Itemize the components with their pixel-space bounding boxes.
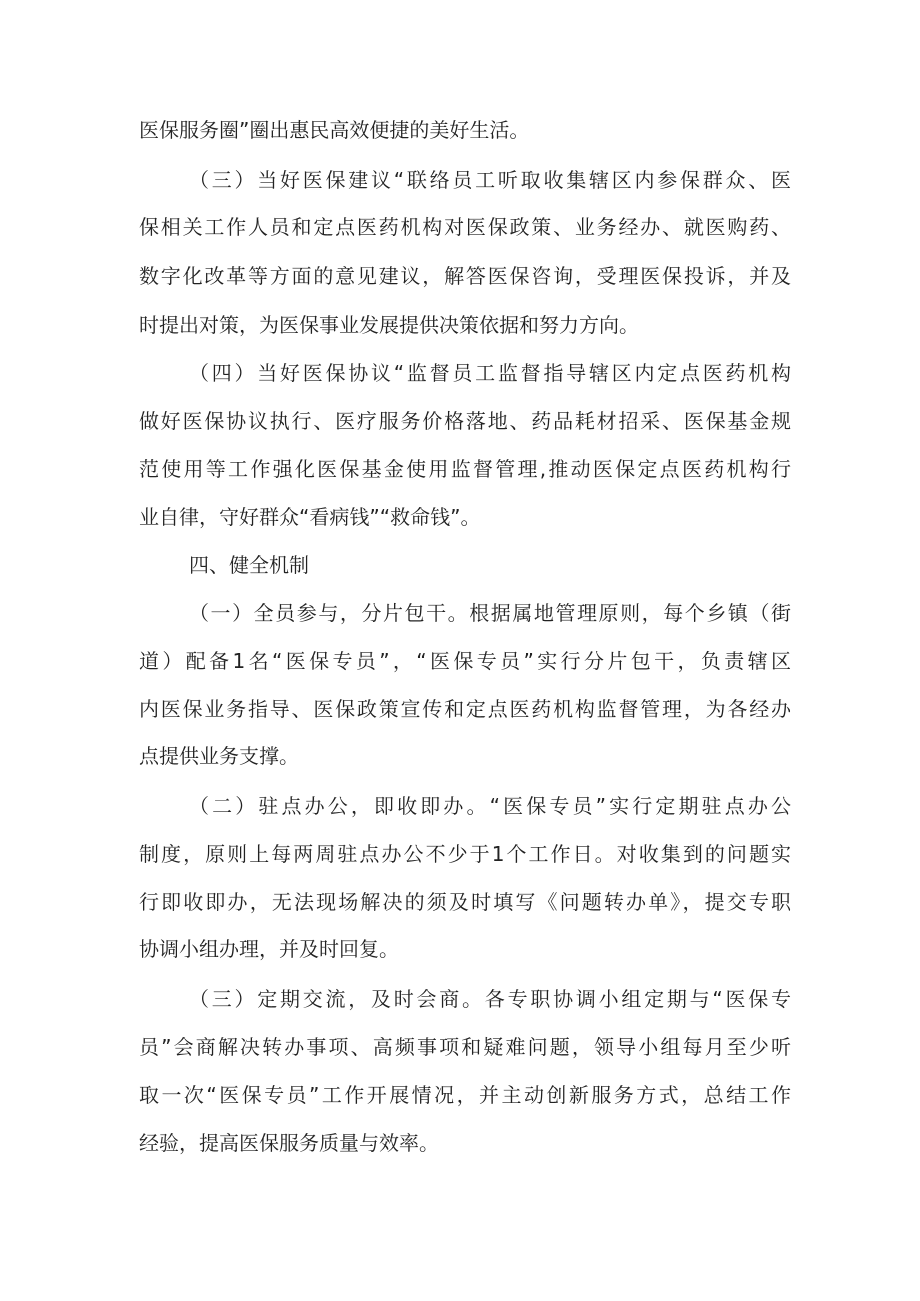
paragraph-line: 行即收即办，无法现场解决的须及时填写《问题转办单》，提交专职	[139, 890, 791, 914]
section-heading: 四、健全机制	[189, 553, 309, 577]
paragraph-line: （三）当好医保建议“联络员工听取收集辖区内参保群众、医	[189, 168, 791, 192]
paragraph-line: 内医保业务指导、医保政策宣传和定点医药机构监督管理，为各经办	[139, 697, 791, 721]
paragraph-line: 员”会商解决转办事项、高频事项和疑难问题，领导小组每月至少听	[139, 1035, 791, 1059]
paragraph-line: 保相关工作人员和定点医药机构对医保政策、业务经办、就医购药、	[139, 215, 791, 239]
paragraph-line: （二）驻点办公，即收即办。“医保专员”实行定期驻点办公	[189, 794, 791, 818]
paragraph-line: 制度，原则上每两周驻点办公不少于1个工作日。对收集到的问题实	[139, 842, 791, 866]
paragraph-line: 医保服务圈”圈出惠民高效便捷的美好生活。	[139, 118, 530, 142]
paragraph-line: 时提出对策，为医保事业发展提供决策依据和努力方向。	[139, 313, 639, 337]
paragraph-line: 数字化改革等方面的意见建议，解答医保咨询，受理医保投诉，并及	[139, 264, 791, 288]
paragraph-line: 点提供业务支撑。	[139, 744, 299, 768]
paragraph-line: 道）配备1名“医保专员”，“医保专员”实行分片包干，负责辖区	[139, 649, 791, 673]
paragraph-line: （四）当好医保协议“监督员工监督指导辖区内定点医药机构	[189, 361, 791, 385]
paragraph-line: 经验，提高医保服务质量与效率。	[139, 1131, 439, 1155]
paragraph-line: （一）全员参与，分片包干。根据属地管理原则，每个乡镇（街	[189, 601, 791, 625]
paragraph-line: （三）定期交流，及时会商。各专职协调小组定期与“医保专	[189, 987, 791, 1011]
paragraph-line: 业自律，守好群众“看病钱”“救命钱”。	[139, 505, 481, 529]
paragraph-line: 协调小组办理，并及时回复。	[139, 937, 399, 961]
paragraph-line: 做好医保协议执行、医疗服务价格落地、药品耗材招采、医保基金规	[139, 409, 791, 433]
paragraph-line: 取一次“医保专员”工作开展情况，并主动创新服务方式，总结工作	[139, 1083, 791, 1107]
paragraph-line: 范使用等工作强化医保基金使用监督管理,推动医保定点医药机构行	[139, 457, 791, 481]
